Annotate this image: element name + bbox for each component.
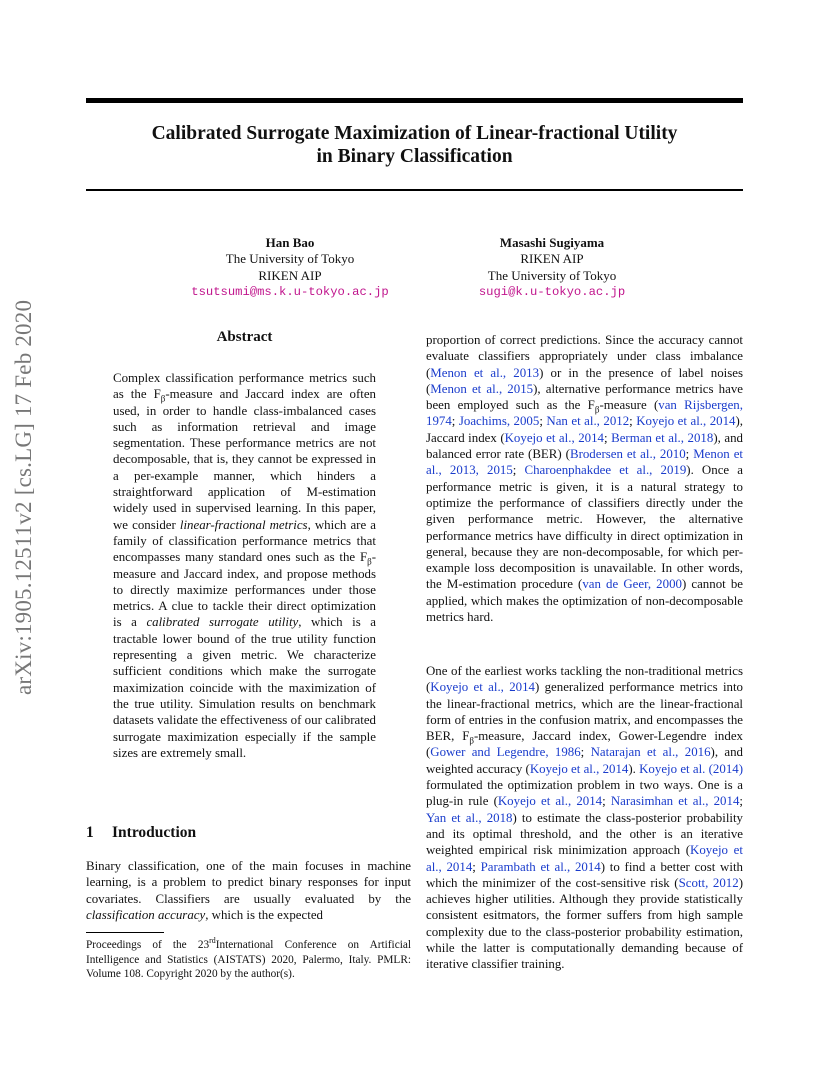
citation-link[interactable]: Parambath et al., 2014: [480, 859, 601, 874]
citation-link[interactable]: van Rijsbergen, 1974: [426, 398, 743, 429]
title-bottom-rule: [86, 189, 743, 191]
citation-link[interactable]: Nan et al., 2012: [546, 414, 630, 429]
author-block-2: [432, 235, 672, 301]
citation-link[interactable]: Koyejo et al., 2014: [497, 794, 603, 809]
section-heading: 1 Introduction: [86, 824, 197, 841]
author-email-link[interactable]: tsutsumi@ms.k.u-tokyo.ac.jp: [191, 285, 389, 300]
citation-link[interactable]: Gower and Legendre, 1986: [430, 745, 581, 760]
author-block-1: [170, 235, 410, 301]
citation-link[interactable]: Koyejo et al. (2014): [639, 761, 744, 776]
author-affiliation: The University of Tokyo: [487, 267, 617, 283]
citation-link[interactable]: Koyejo et al., 2014: [504, 430, 604, 445]
citation-link[interactable]: Yan et al., 2018: [426, 810, 513, 825]
citation-link[interactable]: Narasimhan et al., 2014: [610, 794, 740, 809]
right-paragraph-1: proportion of correct predictions. Since the accuracy cannot evaluate classifiers appropriately under class imbalance (Menon et al., 2013) or in the presence of label noises (Menon et al., 2015), alternative performance metrics have been employed such as the $F_\beta$-measure (van Rijsbergen, 1974; Joachims, 2005; Nan et al., 2012; Koyejo et al., 2014), Jaccard index (Koyejo et al., 2014; Berman et al., 2018), and balanced error rate (BER) (Brodersen et al., 2010; Menon et al., 2013, 2015; Charoenphakdee et al., 2019). Once a performance metric is given, it is a natural strategy to optimize the performance of classifiers directly under the given performance metric. However, the alternative performance metrics have difficulty in direct optimization in general, because they are non-decomposable, for which per-example loss decomposition is unavailable. In other words, the M-estimation procedure (van de Geer, 2000) cannot be applied, which makes the optimization of non-decomposable metrics hard.: [426, 333, 744, 625]
arxiv-identifier-stamp: arXiv:1905.12511v2 [cs.LG] 17 Feb 2020: [11, 299, 36, 695]
citation-link[interactable]: van de Geer, 2000: [582, 577, 682, 592]
citation-link[interactable]: Koyejo et al., 2014: [636, 414, 736, 429]
citation-link[interactable]: Charoenphakdee et al., 2019: [524, 463, 687, 478]
author-name: Han Bao: [265, 235, 315, 250]
citation-link[interactable]: Joachims, 2005: [458, 414, 540, 429]
citation-link[interactable]: Scott, 2012: [678, 875, 739, 890]
citation-link[interactable]: Berman et al., 2018: [611, 430, 714, 445]
footnote-rule: [86, 932, 164, 933]
author-name: Masashi Sugiyama: [499, 235, 605, 250]
citation-link[interactable]: Koyejo et al., 2014: [426, 843, 743, 874]
citation-link[interactable]: Menon et al., 2013, 2015: [426, 447, 744, 478]
citation-link[interactable]: Brodersen et al., 2010: [569, 447, 686, 462]
citation-link[interactable]: Menon et al., 2013: [430, 365, 540, 380]
citation-link[interactable]: Natarajan et al., 2016: [590, 745, 711, 760]
citation-link[interactable]: Menon et al., 2015: [430, 381, 534, 396]
title-top-rule: [86, 98, 743, 103]
footnote: Proceedings of the 23rdInternational Conference on Artificial Intelligence and Statistics (AISTATS) 2020, Palermo, Italy. PMLR: Volume 108. Copyright 2020 by the author(s).: [86, 936, 411, 981]
author-affiliation: RIKEN AIP: [258, 267, 322, 283]
abstract-heading: Abstract: [216, 329, 273, 345]
author-affiliation: The University of Tokyo: [225, 251, 355, 267]
paper-title: Calibrated Surrogate Maximization of Linear-fractional Utility in Binary Classification: [151, 123, 678, 167]
citation-link[interactable]: Koyejo et al., 2014: [529, 761, 629, 776]
abstract-text: Complex classification performance metrics such as the $F_\beta$-measure and Jaccard index are often used, in order to handle class-imbalanced cases such as information retrieval and image segmentation. These performance metrics are not decomposable, that is, they cannot be expressed in a per-example manner, which hinders a straightforward application of M-estimation widely used in supervised learning. In this paper, we consider linear-fractional metrics, which are a family of classification performance metrics that encompasses many standard ones such as the $F_\beta$-measure and Jaccard index, and propose methods to directly maximize performances under those metrics. A clue to tackle their direct optimization is a calibrated surrogate utility, which is a tractable lower bound of the true utility function representing a given metric. We characterize sufficient conditions which make the surrogate maximization coincide with the maximization of the true utility. Simulation results on benchmark datasets validate the effectiveness of our calibrated surrogate maximization especially if the sample sizes are extremely small.: [113, 371, 377, 760]
intro-paragraph: Binary classification, one of the main focuses in machine learning, is a problem to predict binary responses for input covariates. Classifiers are usually evaluated by the classification accuracy, which is the expected: [86, 859, 411, 922]
author-email-link[interactable]: sugi@k.u-tokyo.ac.jp: [478, 285, 626, 300]
citation-link[interactable]: Koyejo et al., 2014: [430, 680, 535, 695]
right-paragraph-2: One of the earliest works tackling the non-traditional metrics (Koyejo et al., 2014) generalized performance metrics into the linear-fractional metrics, which are the linear-fractional form of entries in the confusion matrix, and encompasses the BER, $F_\beta$-measure, Jaccard index, Gower-Legendre index (Gower and Legendre, 1986; Natarajan et al., 2016), and weighted accuracy (Koyejo et al., 2014). Koyejo et al. (2014) formulated the optimization problem in two ways. One is a plug-in rule (Koyejo et al., 2014; Narasimhan et al., 2014; Yan et al., 2018) to estimate the class-posterior probability and its optimal threshold, and the other is an iterative weighted empirical risk minimization approach (Koyejo et al., 2014; Parambath et al., 2014) to find a better cost with which the minimizer of the cost-sensitive risk (Scott, 2012) achieves higher utilities. Although they provide statistically consistent esitmators, the former suffers from high sample complexity due to the class-posterior probability estimation, while the latter is computationally demanding because of iterative classifier training.: [426, 664, 744, 972]
author-affiliation: RIKEN AIP: [520, 251, 584, 267]
